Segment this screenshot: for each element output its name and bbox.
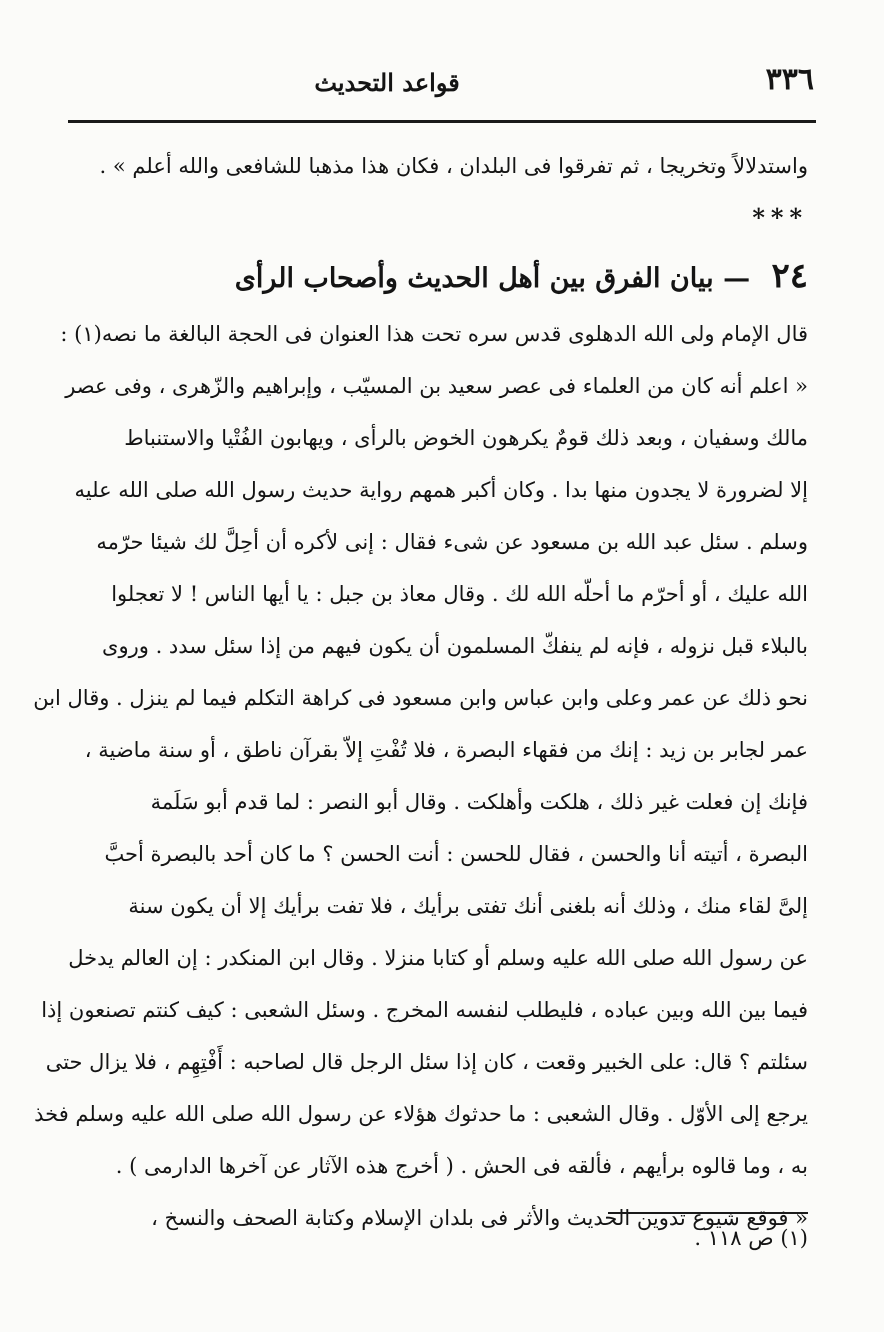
section-separator: *** (752, 203, 808, 232)
footnote-rule (608, 1212, 808, 1214)
paragraph-line: به ، وما قالوه برأيهم ، فألقه فى الحش . ( أخرج هذه الآثار عن آخرها الدارمى ) . (115, 1154, 808, 1178)
paragraph-line: فإنك إن فعلت غير ذلك ، هلكت وأهلكت . وقال أبو النصر : لما قدم أبو سَلَمة (150, 790, 808, 814)
paragraph-line: سئلتم ؟ قال: على الخبير وقعت ، كان إذا سئل الرجل قال لصاحبه : أَفْتِهِم ، فلا يزال حتى (45, 1050, 808, 1074)
paragraph-line: « فوقع شيوع تدوين الحديث والأثر فى بلدان الإسلام وكتابة الصحف والنسخ ، (151, 1206, 808, 1230)
paragraph-line: إلا لضرورة لا يجدون منها بدا . وكان أكبر همهم رواية حديث رسول الله صلى الله عليه (74, 478, 808, 502)
page-header (120, 62, 814, 102)
page-number: ٣٣٦ (765, 62, 814, 97)
paragraph-line: عمر لجابر بن زيد : إنك من فقهاء البصرة ، فلا تُفْتِ إلاّ بقرآن ناطق ، أو سنة ماضية ، (84, 738, 808, 762)
paragraph-line: البصرة ، أتيته أنا والحسن ، فقال للحسن : أنت الحسن ؟ ما كان أحد بالبصرة أحبَّ (104, 842, 808, 866)
section-number: ٢٤ (771, 256, 808, 296)
running-title: قواعد التحديث (314, 68, 460, 97)
section-heading (116, 244, 808, 308)
paragraph-line: وسلم . سئل عبد الله بن مسعود عن شىء فقال : إنى لأكره أن أحِلَّ لك شيئا حرّمه (96, 530, 808, 554)
paragraph-line: « اعلم أنه كان من العلماء فى عصر سعيد بن المسيّب ، وإبراهيم والزّهرى ، وفى عصر (65, 374, 808, 398)
header-rule (68, 120, 816, 123)
paragraph-line: الله عليك ، أو أحرّم ما أحلّه الله لك . وقال معاذ بن جبل : يا أيها الناس ! لا تعجلوا (111, 582, 808, 606)
body-text (33, 140, 808, 1244)
paragraph-line: قال الإمام ولى الله الدهلوى قدس سره تحت هذا العنوان فى الحجة البالغة ما نصه(١) : (60, 322, 808, 346)
intro-line: واستدلالاً وتخريجا ، ثم تفرقوا فى البلدان ، فكان هذا مذهبا للشافعى والله أعلم » . (99, 154, 808, 178)
section-dash: — (723, 263, 751, 294)
paragraph-line: إلىَّ لقاء منك ، وذلك أنه بلغنى أنك تفتى برأيك ، فلا تفت برأيك إلا أن يكون سنة (128, 894, 808, 918)
paragraph-line: نحو ذلك عن عمر وعلى وابن عباس وابن مسعود فى كراهة التكلم فيما لم ينزل . وقال ابن (33, 686, 808, 710)
section-title: بيان الفرق بين أهل الحديث وأصحاب الرأى (234, 263, 714, 294)
paragraph-line: يرجع إلى الأوّل . وقال الشعبى : ما حدثوك هؤلاء عن رسول الله صلى الله عليه وسلم فخذ (34, 1102, 808, 1126)
paragraph-line: فيما بين الله وبين عباده ، فليطلب لنفسه المخرج . وسئل الشعبى : كيف كنتم تصنعون إذا (41, 998, 808, 1022)
paragraph-line: عن رسول الله صلى الله عليه وسلم أو كتابا منزلا . وقال ابن المنكدر : إن العالم يدخل (68, 946, 808, 970)
footnote: (١) ص ١١٨ . (694, 1226, 808, 1250)
paragraph-line: مالك وسفيان ، وبعد ذلك قومٌ يكرهون الخوض بالرأى ، ويهابون الفُتْيا والاستنباط (124, 426, 808, 450)
paragraph-line: بالبلاء قبل نزوله ، فإنه لم ينفكّ المسلمون أن يكون فيهم من إذا سئل سدد . وروى (102, 634, 808, 658)
